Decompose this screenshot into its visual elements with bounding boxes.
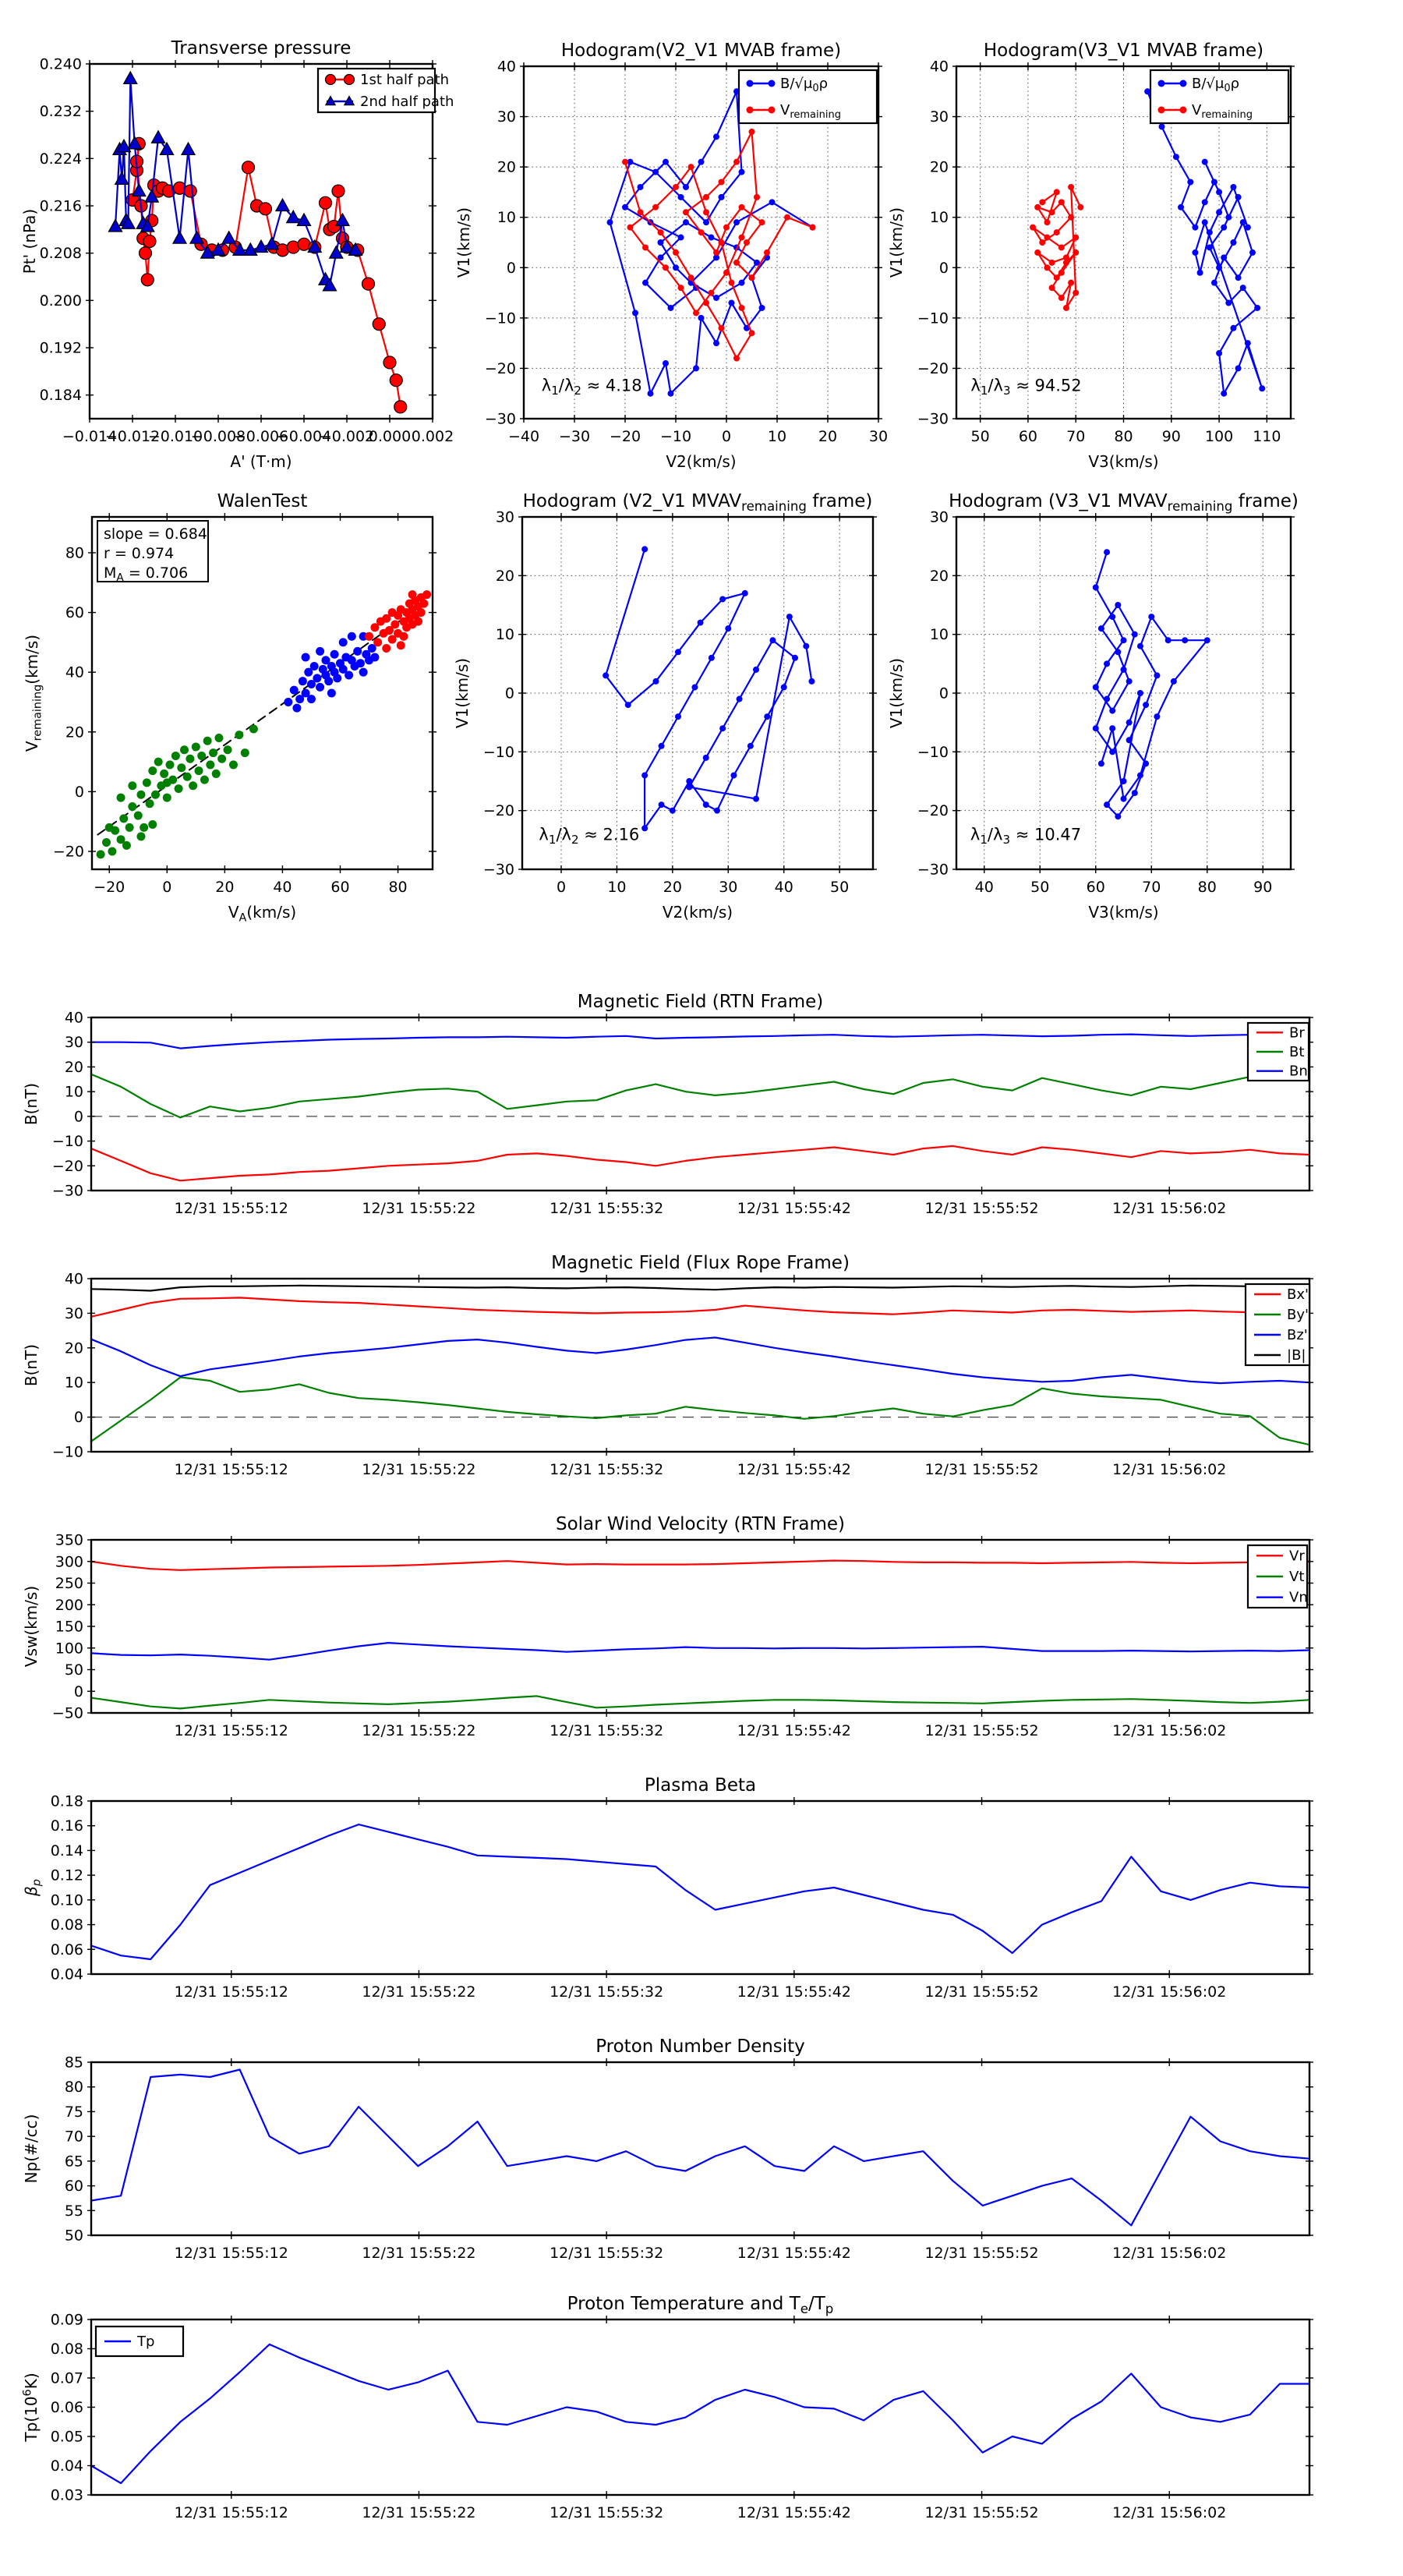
proton-temperature-ytick-label: 0.04: [50, 2457, 83, 2475]
walen-test-xtick-label: 40: [273, 879, 292, 896]
walen-test-ytick-label: 80: [65, 544, 84, 562]
plasma-beta-ytick-label: 0.04: [50, 1966, 83, 1983]
walen-test-xtick-label: 0: [162, 879, 172, 896]
walen-test-stats-line: r = 0.974: [104, 545, 175, 562]
hodogram-v3v1-mvab-xtick-label: 70: [1066, 428, 1086, 445]
hodogram-v3v1-mvav-ytick-label: 20: [929, 567, 949, 585]
hodogram-v2v1-mvab-ytick-label: 20: [497, 158, 516, 176]
hodogram-v3v1-mvav-ytick-label: 10: [929, 626, 949, 644]
solar-wind-velocity-ytick-label: 150: [55, 1618, 83, 1636]
solar-wind-velocity-ytick-label: 0: [73, 1683, 83, 1700]
magnetic-field-flux-rope-xtick-label: 12/31 15:55:22: [362, 1461, 476, 1478]
hodogram-v2v1-mvab-legend-label: $B/√\mu_0\rho$: [780, 76, 829, 94]
transverse-pressure-ytick-label: 0.232: [39, 103, 82, 121]
transverse-pressure-xtick-label: 0.000: [368, 428, 412, 445]
plasma-beta-xtick-label: 12/31 15:56:02: [1112, 1983, 1227, 2001]
magnetic-field-flux-rope-xtick-label: 12/31 15:55:42: [737, 1461, 851, 1478]
solar-wind-velocity-ytick-label: 300: [55, 1553, 83, 1571]
transverse-pressure-ytick-label: 0.200: [39, 292, 82, 310]
magnetic-field-flux-rope-xtick-label: 12/31 15:55:32: [550, 1461, 664, 1478]
proton-number-density-xtick-label: 12/31 15:56:02: [1112, 2245, 1227, 2262]
proton-temperature-ytick-label: 0.05: [50, 2428, 83, 2446]
hodogram-v3v1-mvav-xtick-label: 60: [1086, 879, 1105, 896]
hodogram-v3v1-mvav-xlabel: V3(km/s): [1088, 903, 1159, 922]
plasma-beta-ytick-label: 0.18: [50, 1792, 83, 1810]
solar-wind-velocity-legend-label: Vr: [1289, 1548, 1305, 1565]
proton-number-density-ytick-label: 85: [64, 2054, 83, 2072]
magnetic-field-rtn-ytick-label: 30: [64, 1034, 83, 1052]
magnetic-field-flux-rope-ytick-label: 40: [64, 1270, 83, 1288]
hodogram-v2v1-mvab-xtick-label: 20: [818, 428, 838, 445]
hodogram-v3v1-mvav-ytick-label: 0: [938, 685, 949, 702]
hodogram-v2v1-mvab-ytick-label: −30: [484, 410, 516, 428]
proton-temperature-xtick-label: 12/31 15:55:52: [924, 2504, 1039, 2521]
hodogram-v2v1-mvab-xtick-label: 10: [767, 428, 787, 445]
solar-wind-velocity-xtick-label: 12/31 15:55:22: [362, 1722, 476, 1739]
hodogram-v3v1-mvab-ytick-label: 30: [929, 108, 949, 126]
solar-wind-velocity-legend: [1248, 1545, 1308, 1608]
transverse-pressure-xlabel: A' (T·m): [230, 452, 292, 471]
walen-test-ytick-label: −20: [52, 843, 84, 861]
walen-test-stats-line: $M_A = 0.706$: [104, 564, 189, 585]
hodogram-v2v1-mvab-ytick-label: 10: [497, 209, 516, 227]
hodogram-v3v1-mvab-annotation: $\lambda_1/\lambda_3 \approx 94.52$: [970, 376, 1082, 398]
proton-number-density-ytick-label: 80: [64, 2079, 83, 2097]
transverse-pressure-xtick-label: −0.002: [319, 428, 375, 445]
walen-test-xlabel: $V_A(km/s)$: [228, 903, 297, 925]
proton-number-density-ytick-label: 55: [64, 2202, 83, 2220]
plasma-beta-xtick-label: 12/31 15:55:52: [924, 1983, 1039, 2001]
hodogram-v3v1-mvav-ytick-label: −20: [917, 802, 949, 820]
hodogram-v2v1-mvab-ytick-label: 30: [497, 108, 516, 126]
hodogram-v3v1-mvav-xtick-label: 70: [1142, 879, 1161, 896]
hodogram-v3v1-mvab-xtick-label: 60: [1018, 428, 1038, 445]
magnetic-field-rtn-legend-label: Bt: [1289, 1044, 1305, 1060]
hodogram-v2v1-mvab-xtick-label: 0: [721, 428, 732, 445]
transverse-pressure-xtick-label: 0.002: [411, 428, 454, 445]
plasma-beta-ytick-label: 0.10: [50, 1891, 83, 1909]
transverse-pressure-ytick-label: 0.192: [39, 339, 82, 357]
transverse-pressure-ytick-label: 0.224: [39, 150, 82, 168]
hodogram-v3v1-mvab-legend-label: $B/√\mu_0\rho$: [1192, 76, 1240, 94]
magnetic-field-flux-rope-xtick-label: 12/31 15:55:52: [924, 1461, 1039, 1478]
magnetic-field-rtn-ytick-label: −20: [51, 1157, 83, 1175]
magnetic-field-rtn-ytick-label: 0: [73, 1108, 83, 1126]
magnetic-field-rtn-ytick-label: 20: [64, 1058, 83, 1076]
walen-test-stats-line: slope = 0.684: [104, 525, 207, 543]
proton-number-density-ytick-label: 70: [64, 2128, 83, 2146]
hodogram-v2v1-mvav-ytick-label: −30: [482, 861, 514, 879]
hodogram-v2v1-mvav-ytick-label: 20: [495, 567, 514, 585]
hodogram-v2v1-mvav-ytick-label: 30: [495, 508, 514, 526]
magnetic-field-rtn-xtick-label: 12/31 15:55:52: [924, 1200, 1039, 1217]
proton-number-density-xtick-label: 12/31 15:55:12: [174, 2245, 288, 2262]
hodogram-v2v1-mvav-xtick-label: 40: [774, 879, 793, 896]
transverse-pressure-legend-label: 2nd half path: [360, 94, 454, 110]
magnetic-field-flux-rope-ytick-label: −10: [51, 1443, 83, 1461]
hodogram-v3v1-mvav-title: Hodogram (V3_V1 $MVAV_{remaining}$ frame): [949, 491, 1299, 515]
hodogram-v2v1-mvav-xtick-label: 20: [663, 879, 682, 896]
walen-test-ytick-label: 0: [74, 783, 84, 801]
solar-wind-velocity-ytick-label: 50: [64, 1661, 83, 1679]
proton-number-density-title: Proton Number Density: [595, 2036, 805, 2057]
hodogram-v2v1-mvab-ylabel: V1(km/s): [454, 207, 473, 278]
plasma-beta-ytick-label: 0.06: [50, 1941, 83, 1959]
proton-temperature-ylabel: $Tp(10^6K)$: [21, 2373, 41, 2442]
walen-test-xtick-label: 60: [330, 879, 350, 896]
plasma-beta-ytick-label: 0.12: [50, 1867, 83, 1884]
magnetic-field-rtn-xtick-label: 12/31 15:55:32: [550, 1200, 664, 1217]
hodogram-v2v1-mvav-ytick-label: −10: [482, 743, 514, 761]
proton-temperature-xtick-label: 12/31 15:56:02: [1112, 2504, 1227, 2521]
solar-wind-velocity-xtick-label: 12/31 15:55:52: [924, 1722, 1039, 1739]
magnetic-field-rtn-ytick-label: 10: [64, 1083, 83, 1101]
hodogram-v2v1-mvab-xlabel: V2(km/s): [666, 452, 737, 471]
walen-test-title: WalenTest: [217, 491, 308, 511]
proton-number-density-xtick-label: 12/31 15:55:22: [362, 2245, 476, 2262]
hodogram-v2v1-mvab-title: Hodogram(V2_V1 MVAB frame): [560, 41, 842, 61]
magnetic-field-flux-rope-xtick-label: 12/31 15:56:02: [1112, 1461, 1227, 1478]
walen-test-xtick-label: 80: [388, 879, 408, 896]
walen-test-ytick-label: 60: [65, 604, 84, 622]
solar-wind-velocity-ytick-label: 200: [55, 1596, 83, 1614]
hodogram-v2v1-mvab-xtick-label: −10: [659, 428, 692, 445]
hodogram-v2v1-mvab-ytick-label: 0: [506, 259, 516, 277]
solar-wind-velocity-xtick-label: 12/31 15:55:42: [737, 1722, 851, 1739]
solar-wind-velocity-title: Solar Wind Velocity (RTN Frame): [555, 1514, 846, 1534]
proton-temperature-legend: [96, 2327, 183, 2356]
hodogram-v2v1-mvab-ytick-label: 40: [497, 58, 516, 76]
hodogram-v3v1-mvab-ytick-label: −20: [917, 359, 949, 377]
hodogram-v2v1-mvab-ytick-label: −20: [484, 359, 516, 377]
proton-temperature-ytick-label: 0.07: [50, 2369, 83, 2387]
solar-wind-velocity-legend-label: Vt: [1289, 1569, 1305, 1585]
transverse-pressure-xtick-label: −0.012: [104, 428, 161, 445]
solar-wind-velocity-legend-label: Vn: [1289, 1589, 1308, 1606]
hodogram-v3v1-mvav-ytick-label: 30: [929, 508, 949, 526]
magnetic-field-rtn-legend: [1248, 1023, 1309, 1081]
hodogram-v2v1-mvav-xtick-label: 30: [719, 879, 738, 896]
magnetic-field-rtn-xtick-label: 12/31 15:55:42: [737, 1200, 851, 1217]
magnetic-field-flux-rope-legend-label: By': [1287, 1307, 1309, 1323]
hodogram-v2v1-mvab-ytick-label: −10: [484, 310, 516, 327]
transverse-pressure-legend: [318, 69, 454, 112]
proton-number-density-xtick-label: 12/31 15:55:42: [737, 2245, 851, 2262]
transverse-pressure-xtick-label: −0.010: [147, 428, 203, 445]
proton-number-density-ytick-label: 65: [64, 2153, 83, 2171]
solar-wind-velocity-xtick-label: 12/31 15:55:32: [550, 1722, 664, 1739]
hodogram-v3v1-mvab-ytick-label: 20: [929, 158, 949, 176]
hodogram-v3v1-mvab-xtick-label: 90: [1161, 428, 1181, 445]
proton-temperature-xtick-label: 12/31 15:55:32: [550, 2504, 664, 2521]
hodogram-v3v1-mvab-xtick-label: 80: [1114, 428, 1133, 445]
proton-temperature-xtick-label: 12/31 15:55:22: [362, 2504, 476, 2521]
magnetic-field-flux-rope-xtick-label: 12/31 15:55:12: [174, 1461, 288, 1478]
magnetic-field-rtn-title: Magnetic Field (RTN Frame): [577, 992, 824, 1012]
proton-number-density-ylabel: Np(#/cc): [22, 2114, 41, 2184]
transverse-pressure-title: Transverse pressure: [171, 38, 352, 58]
hodogram-v2v1-mvav-xlabel: V2(km/s): [662, 903, 733, 922]
magnetic-field-flux-rope-title: Magnetic Field (Flux Rope Frame): [551, 1253, 850, 1273]
solar-wind-velocity-ytick-label: 350: [55, 1531, 83, 1549]
walen-test-xtick-label: −20: [94, 879, 125, 896]
hodogram-v2v1-mvav-ytick-label: 10: [495, 626, 514, 644]
hodogram-v3v1-mvab-title: Hodogram(V3_V1 MVAB frame): [983, 41, 1264, 61]
hodogram-v3v1-mvav-xtick-label: 50: [1030, 879, 1050, 896]
hodogram-v2v1-mvab-xtick-label: −20: [609, 428, 641, 445]
plasma-beta-ylabel: $\beta_p$: [22, 1879, 44, 1896]
hodogram-v3v1-mvav-annotation: $\lambda_1/\lambda_3 \approx 10.47$: [970, 825, 1082, 847]
hodogram-v3v1-mvab-legend-label: $V_{remaining}$: [1192, 102, 1253, 121]
hodogram-v2v1-mvav-xtick-label: 0: [556, 879, 567, 896]
magnetic-field-flux-rope-legend: [1246, 1284, 1309, 1365]
hodogram-v2v1-mvab-xtick-label: 30: [868, 428, 889, 445]
proton-number-density-ytick-label: 50: [64, 2227, 83, 2245]
magnetic-field-flux-rope-ytick-label: 0: [73, 1409, 83, 1427]
solar-wind-velocity-xtick-label: 12/31 15:56:02: [1112, 1722, 1227, 1739]
magnetic-field-rtn-xtick-label: 12/31 15:56:02: [1112, 1200, 1227, 1217]
solar-wind-velocity-ylabel: Vsw(km/s): [22, 1585, 41, 1668]
plasma-beta-ytick-label: 0.16: [50, 1817, 83, 1835]
hodogram-v3v1-mvav-xtick-label: 40: [974, 879, 994, 896]
magnetic-field-rtn-xtick-label: 12/31 15:55:22: [362, 1200, 476, 1217]
plasma-beta-xtick-label: 12/31 15:55:32: [550, 1983, 664, 2001]
proton-temperature-xtick-label: 12/31 15:55:42: [737, 2504, 851, 2521]
walen-test-ytick-label: 20: [65, 724, 84, 741]
proton-temperature-ytick-label: 0.09: [50, 2311, 83, 2329]
hodogram-v2v1-mvab-xtick-label: −30: [558, 428, 591, 445]
transverse-pressure-xtick-label: −0.004: [276, 428, 332, 445]
hodogram-v2v1-mvab-xtick-label: −40: [507, 428, 540, 445]
solar-wind-velocity-ytick-label: 250: [55, 1575, 83, 1592]
magnetic-field-flux-rope-legend-label: Bx': [1287, 1286, 1309, 1303]
hodogram-v3v1-mvab-ytick-label: −10: [917, 310, 949, 327]
hodogram-v3v1-mvab-legend: [1150, 70, 1288, 123]
hodogram-v2v1-mvav-xtick-label: 10: [607, 879, 627, 896]
hodogram-v2v1-mvav-xtick-label: 50: [830, 879, 850, 896]
walen-test-ytick-label: 40: [65, 663, 84, 681]
proton-temperature-xtick-label: 12/31 15:55:12: [174, 2504, 288, 2521]
magnetic-field-flux-rope-legend-label: |B|: [1287, 1347, 1306, 1364]
transverse-pressure-ytick-label: 0.184: [39, 387, 82, 405]
proton-number-density-xtick-label: 12/31 15:55:32: [550, 2245, 664, 2262]
proton-temperature-ytick-label: 0.03: [50, 2486, 83, 2504]
hodogram-v3v1-mvav-ylabel: V1(km/s): [887, 657, 906, 729]
hodogram-v2v1-mvav-title: Hodogram (V2_V1 $MVAV_{remaining}$ frame): [522, 491, 873, 515]
hodogram-v3v1-mvab-xtick-label: 110: [1253, 428, 1281, 445]
proton-number-density-xtick-label: 12/31 15:55:52: [924, 2245, 1039, 2262]
hodogram-v2v1-mvav-annotation: $\lambda_1/\lambda_2 \approx 2.16$: [539, 825, 640, 847]
magnetic-field-rtn-legend-label: Br: [1289, 1024, 1305, 1042]
magnetic-field-rtn-legend-label: Bn: [1289, 1063, 1308, 1080]
solar-wind-velocity-xtick-label: 12/31 15:55:12: [174, 1722, 288, 1739]
proton-number-density-ytick-label: 75: [64, 2103, 83, 2121]
hodogram-v2v1-mvab-annotation: $\lambda_1/\lambda_2 \approx 4.18$: [541, 376, 642, 398]
walen-test-ylabel: $V_{remaining}(km/s)$: [23, 634, 44, 752]
hodogram-v3v1-mvab-xtick-label: 100: [1204, 428, 1234, 445]
proton-number-density-ytick-label: 60: [64, 2178, 83, 2196]
hodogram-v3v1-mvab-ytick-label: −30: [917, 410, 949, 428]
transverse-pressure-xtick-label: −0.006: [233, 428, 289, 445]
hodogram-v3v1-mvav-xtick-label: 80: [1197, 879, 1217, 896]
plasma-beta-xtick-label: 12/31 15:55:42: [737, 1983, 851, 2001]
hodogram-v3v1-mvav-xtick-label: 90: [1253, 879, 1273, 896]
transverse-pressure-ytick-label: 0.208: [39, 245, 82, 263]
transverse-pressure-ytick-label: 0.240: [39, 55, 82, 73]
magnetic-field-flux-rope-ylabel: B(nT): [22, 1343, 41, 1387]
walen-test-xtick-label: 20: [215, 879, 235, 896]
plasma-beta-ytick-label: 0.08: [50, 1916, 83, 1934]
transverse-pressure-legend-label: 1st half path: [360, 72, 450, 88]
plasma-beta-title: Plasma Beta: [644, 1775, 757, 1796]
transverse-pressure-xtick-label: −0.014: [62, 428, 118, 445]
hodogram-v3v1-mvab-ytick-label: 40: [929, 58, 949, 76]
plasma-beta-xtick-label: 12/31 15:55:22: [362, 1983, 476, 2001]
magnetic-field-flux-rope-ytick-label: 10: [64, 1374, 83, 1392]
transverse-pressure-ylabel: Pt' (nPa): [20, 208, 39, 274]
magnetic-field-flux-rope-ytick-label: 30: [64, 1304, 83, 1322]
magnetic-field-rtn-ytick-label: −10: [51, 1133, 83, 1151]
hodogram-v3v1-mvab-ytick-label: 0: [938, 259, 949, 277]
magnetic-field-rtn-ytick-label: −30: [51, 1182, 83, 1200]
magnetic-field-flux-rope-ytick-label: 20: [64, 1339, 83, 1357]
hodogram-v2v1-mvav-ytick-label: 0: [504, 685, 514, 702]
plasma-beta-xtick-label: 12/31 15:55:12: [174, 1983, 288, 2001]
proton-temperature-ytick-label: 0.06: [50, 2399, 83, 2416]
magnetic-field-rtn-xtick-label: 12/31 15:55:12: [174, 1200, 288, 1217]
proton-temperature-legend-label: Tp: [137, 2334, 155, 2350]
proton-temperature-title: Proton Temperature and $T_e/T_p$: [567, 2294, 834, 2317]
magnetic-field-flux-rope-legend-label: Bz': [1287, 1327, 1308, 1343]
plasma-beta-ytick-label: 0.14: [50, 1842, 83, 1859]
hodogram-v2v1-mvav-ylabel: V1(km/s): [453, 657, 472, 729]
magnetic-field-rtn-ylabel: B(nT): [22, 1082, 41, 1126]
transverse-pressure-xtick-label: −0.008: [190, 428, 246, 445]
hodogram-v2v1-mvab-legend: [739, 70, 877, 123]
hodogram-v3v1-mvab-xtick-label: 50: [970, 428, 990, 445]
proton-temperature-ytick-label: 0.08: [50, 2341, 83, 2358]
transverse-pressure-ytick-label: 0.216: [39, 197, 82, 215]
hodogram-v3v1-mvav-ytick-label: −10: [917, 743, 949, 761]
hodogram-v3v1-mvav-ytick-label: −30: [917, 861, 949, 879]
hodogram-v3v1-mvab-ylabel: V1(km/s): [887, 207, 906, 278]
solar-wind-velocity-ytick-label: 100: [55, 1640, 83, 1658]
hodogram-v3v1-mvab-ytick-label: 10: [929, 209, 949, 227]
walen-test-stats-box: [97, 521, 208, 584]
hodogram-v2v1-mvab-legend-label: $V_{remaining}$: [780, 102, 841, 121]
hodogram-v2v1-mvav-ytick-label: −20: [482, 802, 514, 820]
hodogram-v3v1-mvab-xlabel: V3(km/s): [1088, 452, 1159, 471]
magnetic-field-rtn-ytick-label: 40: [64, 1009, 83, 1027]
solar-wind-velocity-ytick-label: −50: [51, 1704, 83, 1722]
